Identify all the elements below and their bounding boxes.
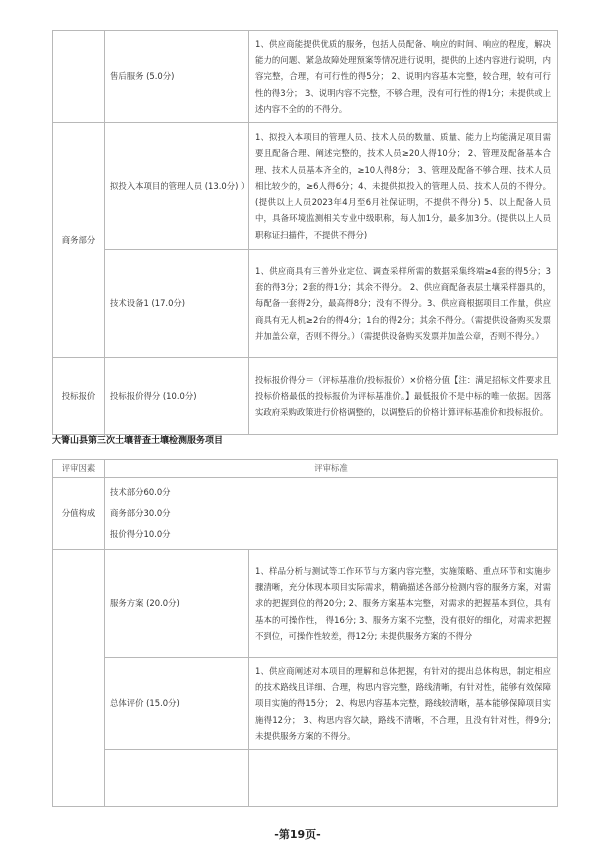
item-cell: 投标报价得分 (10.0分) <box>105 358 249 435</box>
empty-cell <box>249 750 558 807</box>
category-cell: 分值构成 <box>53 478 105 550</box>
criteria-cell: 1、样品分析与测试等工作环节与方案内容完整，实施策略、重点环节和实施步骤清晰，充分体现本项目实际需求，精确描述各部分检测内容的服务方案，对需求的把握到位的得20分; 2、服务方案基本完整，对需求的把握基本到位，具有基本的可操作性， 得16分; 3、服务方案不完整，没有很好的细化，对需求把握不到位，可操作性较差，得12分; 未提供服务方案的不得分 <box>249 550 558 658</box>
section-title: 大箐山县第三次土壤普查土壤检测服务项目 <box>52 436 224 446</box>
scoring-table-continued <box>52 30 558 435</box>
table-row <box>53 550 558 658</box>
scoring-table <box>52 459 558 807</box>
item-cell: 拟投入本项目的管理人员 (13.0分) ） <box>105 123 249 250</box>
item-cell: 总体评价 (15.0分) <box>105 658 249 750</box>
category-cell <box>53 31 105 123</box>
table-row <box>53 750 558 807</box>
item-cell: 服务方案 (20.0分) <box>105 550 249 658</box>
table-row <box>53 358 558 435</box>
empty-cell <box>105 750 249 807</box>
table-row <box>53 31 558 123</box>
score-item: 技术部分60.0分 <box>110 487 171 497</box>
header-factor: 评审因素 <box>53 460 105 478</box>
criteria-cell: 1、供应商具有三普外业定位、调查采样所需的数据采集终端≥4套的得5分；3套的得3分；2套的得1分；其余不得分。 2、供应商配备表层土壤采样器具的，每配备一套得2分，最高得8分；没有不得分。3、供应商根据项目工作量，供应商具有无人机≥2台的得4分；1台的得2分；其余不得分。（需提供设备购买发票并加盖公章，否则不得分。）（需提供设备购买发票并加盖公章，否则不得分。） <box>249 250 558 358</box>
category-cell <box>53 550 105 807</box>
category-cell: 投标报价 <box>53 358 105 435</box>
item-cell: 售后服务 (5.0分) <box>105 31 249 123</box>
table-row <box>53 478 558 550</box>
table-row <box>53 123 558 250</box>
criteria-cell: 1、供应商阐述对本项目的理解和总体把握，有针对的提出总体构思，制定相应的技术路线且详细、合理，构思内容完整，路线清晰，有针对性，能够有效保障项目实施的得15分； 2、构思内容基本完整，路线较清晰，基本能够保障项目实施得12分； 3、构思内容欠缺，路线不清晰，不合理，且没有针对性，得9分; 未提供服务方案的不得分。 <box>249 658 558 750</box>
criteria-cell: 投标报价得分＝（评标基准价/投标报价）×价格分值【注：满足招标文件要求且投标价格最低的投标报价为评标基准价。】最低报价不是中标的唯一依据。因落实政府采购政策进行价格调整的，以调整后的价格计算评标基准价和投标报价。 <box>249 358 558 435</box>
criteria-cell: 1、供应商能提供优质的服务，包括人员配备、响应的时间、响应的程度，解决能力的问题、紧急故障处理预案等情况进行说明，提供的上述内容进行说明，内容完整，合理，有可行性的得5分； 2、说明内容基本完整，较合理，较有可行性的得3分； 3、说明内容不完整，不够合理，没有可行性的得1分；未提供或上述内容不全的的不得分。 <box>249 31 558 123</box>
table-row <box>53 658 558 750</box>
criteria-cell: 1、拟投入本项目的管理人员、技术人员的数量、质量、能力上均能满足项目需要且配备合理、阐述完整的，技术人员≥20人得10分； 2、管理及配备基本合理、技术人员基本齐全的，≥10人得8分； 3、管理及配备不够合理、技术人员相比较少的，≥6人得6分；4、未提供拟投入的管理人员、技术人员的不得分。(提供以上人员2023年4月至6月社保证明，不提供不得分) 5、以上配备人员中，具备环境监测相关专业中级职称，每人加1分，最多加3分。(提供以上人员职称证扫描件，不提供不得分) <box>249 123 558 250</box>
score-item: 报价得分10.0分 <box>110 529 171 539</box>
score-breakdown <box>105 478 558 550</box>
category-cell: 商务部分 <box>53 123 105 358</box>
item-cell: 技术设备1 (17.0分) <box>105 250 249 358</box>
score-item: 商务部分30.0分 <box>110 508 171 518</box>
table-header-row <box>53 460 558 478</box>
header-criteria: 评审标准 <box>105 460 558 478</box>
table-row <box>53 250 558 358</box>
page-number: -第19页- <box>274 828 321 841</box>
